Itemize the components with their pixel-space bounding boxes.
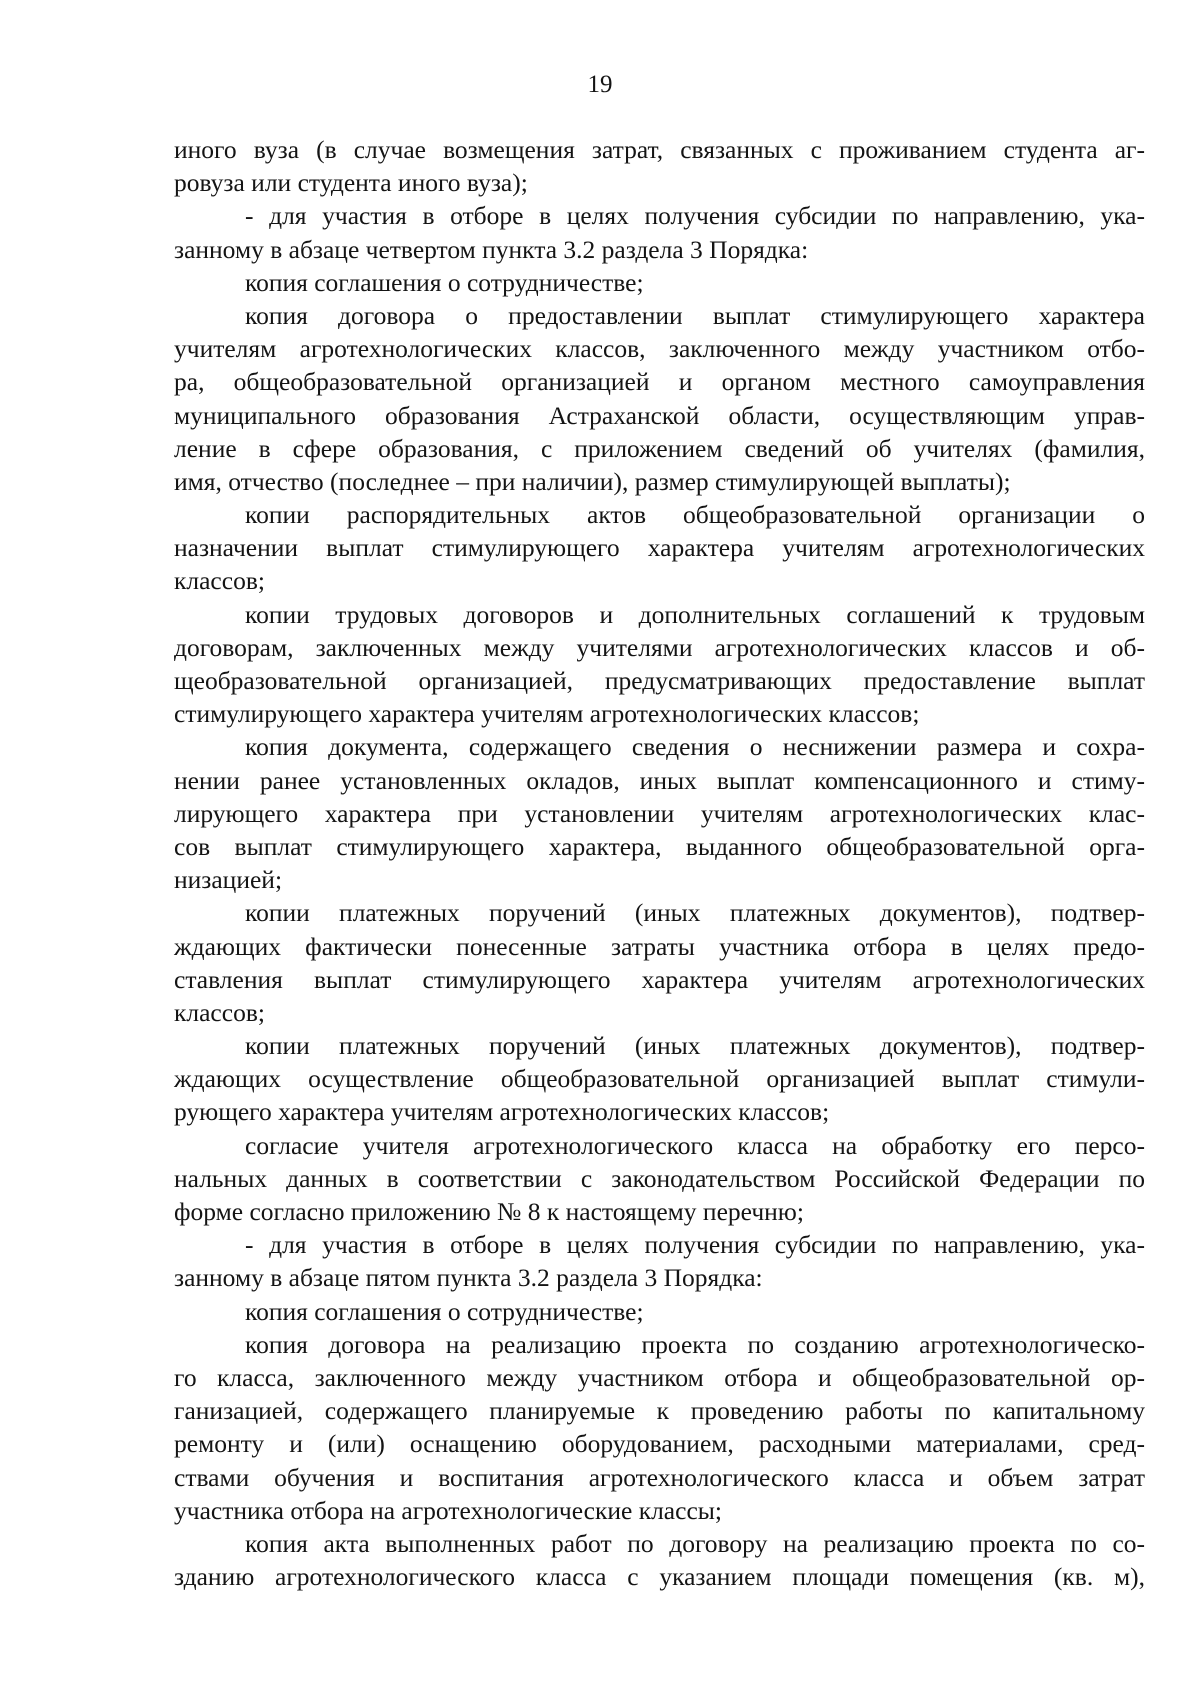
text-line: нальных данных в соответствии с законодательством Российской Федерации по [174, 1163, 1145, 1193]
text-line: ставления выплат стимулирующего характера учителям агротехнологических [174, 964, 1145, 994]
text-line: иного вуза (в случае возмещения затрат, связанных с проживанием студента аг- [174, 135, 1145, 164]
text-line: ление в сфере образования, с приложением сведений об учителях (фамилия, [174, 433, 1145, 463]
text-line: занному в абзаце пятом пункта 3.2 раздела 3 Порядка: [174, 1263, 763, 1293]
text-line: ствами обучения и воспитания агротехнологического класса и объем затрат [174, 1462, 1145, 1492]
text-line: копия акта выполненных работ по договору на реализацию проекта по со- [245, 1528, 1145, 1558]
text-line: нении ранее установленных окладов, иных выплат компенсационного и стиму- [174, 765, 1145, 795]
text-line: имя, отчество (последнее – при наличии), размер стимулирующей выплаты); [174, 466, 1011, 496]
text-line: участника отбора на агротехнологические классы; [174, 1495, 722, 1525]
text-line: - для участия в отборе в целях получения субсидии по направлению, ука- [245, 1230, 1145, 1260]
text-line: копии платежных поручений (иных платежных документов), подтвер- [245, 898, 1145, 928]
text-line: копии трудовых договоров и дополнительных соглашений к трудовым [245, 599, 1145, 629]
text-line: копия договора на реализацию проекта по созданию агротехнологическо- [245, 1329, 1145, 1359]
text-line: копия документа, содержащего сведения о неснижении размера и сохра- [245, 732, 1145, 762]
text-line: ра, общеобразовательной организацией и органом местного самоуправления [174, 367, 1145, 397]
text-line: согласие учителя агротехнологического класса на обработку его персо- [245, 1130, 1145, 1160]
document-body [174, 133, 1145, 1593]
text-line: копия соглашения о сотрудничестве; [245, 267, 644, 297]
text-line: копии платежных поручений (иных платежных документов), подтвер- [245, 1031, 1145, 1061]
text-line: копия соглашения о сотрудничестве; [245, 1296, 644, 1326]
text-line: форме согласно приложению № 8 к настоящему перечню; [174, 1197, 804, 1226]
text-line: классов; [174, 997, 265, 1027]
text-line: - для участия в отборе в целях получения субсидии по направлению, ука- [245, 201, 1145, 231]
text-line: ровуза или студента иного вуза); [174, 168, 528, 198]
page-number: 19 [587, 71, 613, 98]
text-line: учителям агротехнологических классов, заключенного между участником отбо- [174, 334, 1145, 364]
text-line: ждающих осуществление общеобразовательной организацией выплат стимули- [174, 1064, 1145, 1094]
text-line: сов выплат стимулирующего характера, выданного общеобразовательной орга- [174, 831, 1145, 861]
text-line: рующего характера учителям агротехнологических классов; [174, 1097, 830, 1127]
text-line: стимулирующего характера учителям агротехнологических классов; [174, 699, 920, 729]
text-line: муниципального образования Астраханской области, осуществляющим управ- [174, 400, 1145, 430]
text-line: копии распорядительных актов общеобразовательной организации о [245, 500, 1145, 530]
text-line: занному в абзаце четвертом пункта 3.2 раздела 3 Порядка: [174, 234, 809, 264]
text-line: копия договора о предоставлении выплат стимулирующего характера [245, 300, 1145, 330]
text-line: ремонту и (или) оснащению оборудованием, расходными материалами, сред- [174, 1429, 1145, 1459]
text-line: низацией; [174, 865, 283, 895]
text-line: классов; [174, 566, 265, 596]
text-line: щеобразовательной организацией, предусматривающих предоставление выплат [174, 666, 1145, 695]
text-line: ганизацией, содержащего планируемые к проведению работы по капитальному [174, 1396, 1145, 1426]
text-line: лирующего характера при установлении учителям агротехнологических клас- [174, 798, 1145, 828]
text-line: договорам, заключенных между учителями агротехнологических классов и об- [174, 632, 1145, 662]
text-line: го класса, заключенного между участником отбора и общеобразовательной ор- [174, 1362, 1145, 1392]
text-line: зданию агротехнологического класса с указанием площади помещения (кв. м), [174, 1562, 1145, 1592]
text-line: ждающих фактически понесенные затраты участника отбора в целях предо- [174, 931, 1145, 961]
text-line: назначении выплат стимулирующего характера учителям агротехнологических [174, 533, 1145, 563]
